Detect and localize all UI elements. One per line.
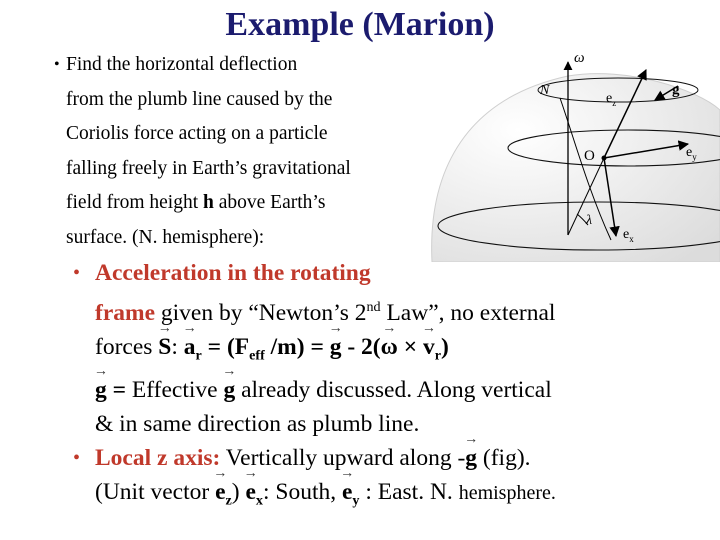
intro-line-5b: above Earth’s xyxy=(218,192,326,213)
eff-subscript: eff xyxy=(249,347,265,364)
omega-vector: → ω xyxy=(381,330,398,364)
eq-part-3: - 2( xyxy=(341,333,381,360)
accel-heading: Acceleration in the rotating xyxy=(95,260,371,286)
bullet-dot-2: • xyxy=(73,446,81,469)
ey-unit-vector: → e xyxy=(342,475,352,509)
ex-subscript: x xyxy=(629,234,634,244)
close-paren: ) xyxy=(441,333,449,360)
intro-line-5a: field from height xyxy=(66,192,199,213)
bullet-dot-1: • xyxy=(73,262,81,284)
equation xyxy=(183,333,449,364)
intro-line-6: surface. (N. hemisphere): xyxy=(66,226,265,248)
already-text: already discussed. Along vertical xyxy=(235,376,552,403)
slide-title: Example (Marion) xyxy=(225,6,495,43)
accel-line-4 xyxy=(95,373,713,407)
g-vector-3: → g xyxy=(223,373,235,407)
g-vector-4: → g xyxy=(465,441,477,475)
accel-line-3 xyxy=(95,330,713,373)
local-z-heading: Local z axis: xyxy=(95,444,221,471)
ex-letter: e xyxy=(623,227,630,242)
hemisphere-word: hemisphere. xyxy=(458,481,556,504)
earth-sphere xyxy=(432,74,720,262)
intro-line-4: falling freely in Earth’s gravitational xyxy=(66,157,351,179)
south-text: : South, xyxy=(262,478,342,505)
colon-text: : xyxy=(171,333,184,360)
local-line-2 xyxy=(95,475,713,518)
law-text: Law”, no external xyxy=(380,299,556,326)
intro-line-5 xyxy=(66,186,436,221)
omega-label: ω xyxy=(574,50,585,66)
ez-unit-vector: → e xyxy=(215,475,225,509)
frame-word: frame xyxy=(95,299,156,326)
eq-part-2: /m) = xyxy=(264,333,330,360)
ey-unit-subscript: y xyxy=(352,492,360,509)
accel-line-1 xyxy=(95,256,713,290)
bullet-local-z xyxy=(73,441,713,518)
ez-unit-subscript: z xyxy=(225,492,232,509)
lambda-label: λ xyxy=(586,213,593,228)
eq-part-1: = (F xyxy=(201,333,250,360)
v-vector: → v xyxy=(423,330,435,364)
ey-subscript: y xyxy=(692,152,697,162)
paren-text: ) xyxy=(231,478,246,505)
intro-line-1: Find the horizontal deflection xyxy=(66,54,298,75)
height-h: h xyxy=(203,192,214,213)
north-label: N xyxy=(540,83,550,98)
bullet-acceleration xyxy=(73,256,713,441)
unit-vector-text: (Unit vector xyxy=(95,478,216,505)
intro-bullet: • xyxy=(54,56,60,73)
g-vector-2: → g xyxy=(95,373,107,407)
ez-subscript: z xyxy=(612,98,617,108)
given-text: given by “Newton’s 2 xyxy=(155,299,367,326)
a-vector: → a xyxy=(184,330,196,364)
effective-word: Effective xyxy=(131,376,224,403)
fig-text: (fig). xyxy=(477,444,531,471)
v-subscript: r xyxy=(434,347,441,364)
g-vector-1: → g xyxy=(330,330,342,364)
times-sign: × xyxy=(397,333,423,360)
forces-word: forces xyxy=(95,333,153,360)
earth-coordinate-figure xyxy=(428,40,720,262)
local-line-1 xyxy=(95,441,713,475)
east-text: : East. N. xyxy=(359,478,459,505)
ey-letter: e xyxy=(686,145,693,160)
a-subscript: r xyxy=(195,347,202,364)
ez-letter: e xyxy=(606,91,613,106)
ex-unit-vector: → e xyxy=(245,475,255,509)
intro-line-2: from the plumb line caused by the xyxy=(66,88,333,110)
ex-unit-subscript: x xyxy=(255,492,263,509)
origin-label: O xyxy=(584,148,595,164)
accel-line-5: & in same direction as plumb line. xyxy=(95,410,420,437)
g-label: g xyxy=(672,82,680,98)
intro-paragraph xyxy=(54,48,436,255)
intro-line-3: Coriolis force acting on a particle xyxy=(66,123,328,144)
vertical-text: Vertically upward along - xyxy=(220,444,466,471)
frame-s-vector: → S xyxy=(158,330,171,364)
main-bullets xyxy=(73,256,713,517)
origin-point xyxy=(602,156,607,161)
nd-superscript: nd xyxy=(366,299,381,315)
equals-sign: = xyxy=(106,376,132,403)
